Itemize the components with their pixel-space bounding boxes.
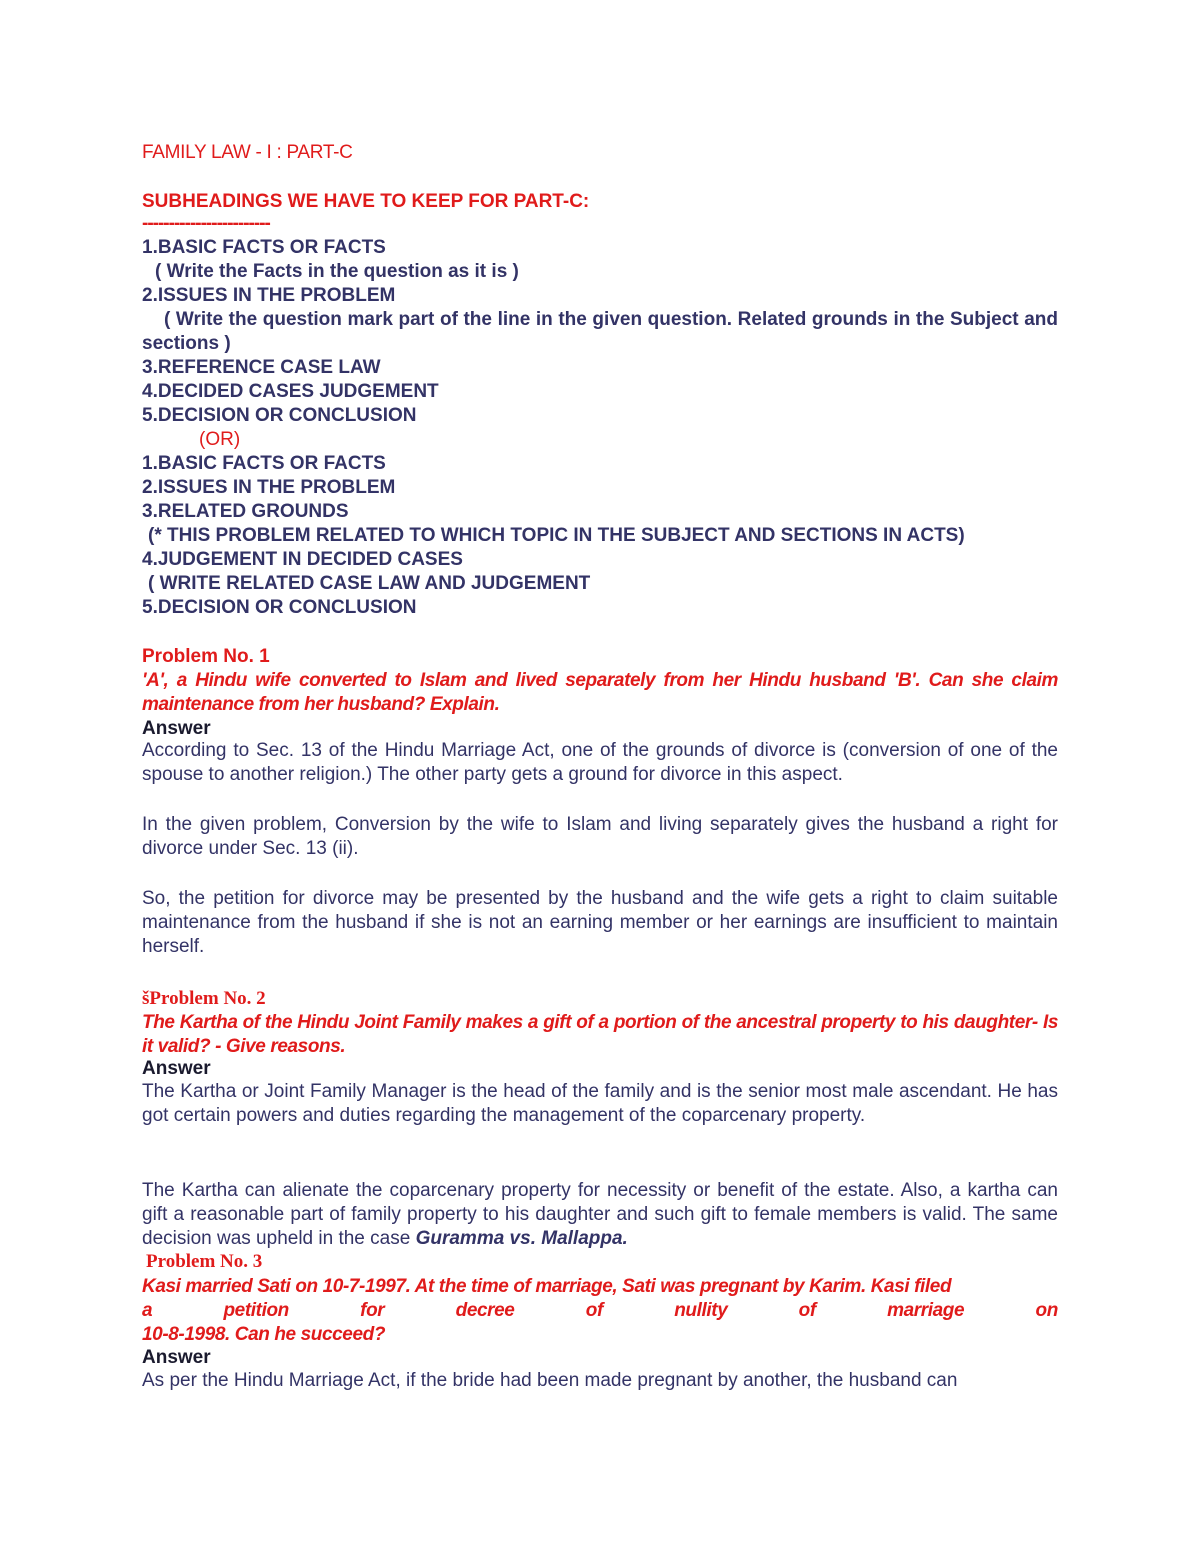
problem-3-heading: Problem No. 3: [146, 1251, 263, 1272]
question-word: for: [360, 1300, 385, 1321]
problem-1-question: 'A', a Hindu wife converted to Islam and lived separately from her Hindu husband 'B'. Can she claim maintenance from her husband? Explain.: [142, 670, 1058, 715]
outline-item: 5.DECISION OR CONCLUSION: [142, 597, 417, 618]
subheadings-outline: [142, 236, 1058, 620]
problem-1-paragraph: According to Sec. 13 of the Hindu Marriage Act, one of the grounds of divorce is (conversion of one of the spouse to another religion.) The other party gets a ground for divorce in this aspect.: [142, 740, 1058, 785]
outline-item: 3.REFERENCE CASE LAW: [142, 357, 381, 378]
outline-item: 2.ISSUES IN THE PROBLEM: [142, 285, 396, 306]
question-word: a: [142, 1300, 153, 1321]
problem-1-heading: Problem No. 1: [142, 646, 270, 667]
problem-2-paragraph: The Kartha or Joint Family Manager is the head of the family and is the senior most male ascendant. He has got certain powers and duties regarding the management of the coparcenary property.: [142, 1081, 1058, 1126]
question-word: decree: [455, 1300, 515, 1321]
subheadings-heading: SUBHEADINGS WE HAVE TO KEEP FOR PART-C:: [142, 191, 590, 212]
question-word: of: [798, 1300, 816, 1321]
outline-note: ( Write the Facts in the question as it is ): [155, 261, 519, 282]
outline-item: 2.ISSUES IN THE PROBLEM: [142, 477, 396, 498]
problem-3-question-line: 10-8-1998. Can he succeed?: [142, 1324, 386, 1345]
outline-note: ( WRITE RELATED CASE LAW AND JUDGEMENT: [148, 573, 591, 594]
outline-item: 3.RELATED GROUNDS: [142, 501, 349, 522]
problem-1-paragraph: So, the petition for divorce may be presented by the husband and the wife gets a right to claim suitable maintenance from the husband if she is not an earning member or her earnings are insufficient to maintain herself.: [142, 888, 1058, 957]
or-separator: (OR): [199, 429, 241, 450]
outline-note: (* THIS PROBLEM RELATED TO WHICH TOPIC IN THE SUBJECT AND SECTIONS IN ACTS): [148, 525, 965, 546]
problem-3-paragraph: As per the Hindu Marriage Act, if the bride had been made pregnant by another, the husband can: [142, 1370, 958, 1391]
outline-item: 1.BASIC FACTS OR FACTS: [142, 453, 386, 474]
problem-2-answer-label: Answer: [142, 1058, 211, 1079]
problem-1-paragraph: In the given problem, Conversion by the wife to Islam and living separately gives the husband a right for divorce under Sec. 13 (ii).: [142, 814, 1058, 859]
outline-item: 4.JUDGEMENT IN DECIDED CASES: [142, 549, 463, 570]
problem-2-paragraph-with-case: [142, 1179, 1058, 1251]
outline-item: 4.DECIDED CASES JUDGEMENT: [142, 381, 439, 402]
problem-2-question: The Kartha of the Hindu Joint Family makes a gift of a portion of the ancestral property to his daughter- Is it valid? - Give reasons.: [142, 1012, 1058, 1057]
problem-3-question-line: [142, 1299, 1058, 1323]
question-word: nullity: [674, 1300, 728, 1321]
problem-3-question: [142, 1275, 1058, 1347]
outline-item: 5.DECISION OR CONCLUSION: [142, 405, 417, 426]
outline-note: ( Write the question mark part of the line in the given question. Related grounds in the Subject and sections ): [142, 309, 1058, 354]
outline-item: 1.BASIC FACTS OR FACTS: [142, 237, 386, 258]
page-title: FAMILY LAW - I : PART-C: [142, 142, 353, 163]
problem-2-heading: šProblem No. 2: [142, 988, 266, 1009]
dash-divider: ------------------------: [142, 213, 270, 234]
problem-2-paragraph: The Kartha can alienate the coparcenary property for necessity or benefit of the estate. Also, a kartha can gift a reasonable part of family property to his daughter and such gift to female members is valid. The same decision was upheld in the case: [142, 1180, 1058, 1249]
problem-3-answer-label: Answer: [142, 1347, 211, 1368]
case-citation: Guramma vs. Mallappa.: [415, 1228, 628, 1249]
question-word: petition: [223, 1300, 289, 1321]
question-word: on: [1035, 1300, 1058, 1321]
question-word: marriage: [887, 1300, 965, 1321]
question-word: of: [585, 1300, 603, 1321]
problem-3-question-line: Kasi married Sati on 10-7-1997. At the time of marriage, Sati was pregnant by Karim. Kasi filed: [142, 1276, 952, 1297]
problem-1-answer-label: Answer: [142, 718, 211, 739]
